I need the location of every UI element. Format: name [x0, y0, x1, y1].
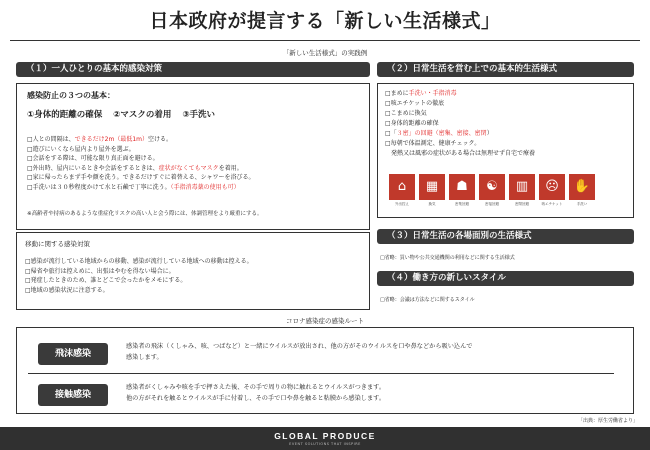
list-item: □まめに手洗い・手指消毒	[385, 90, 457, 97]
icon-cell	[568, 174, 596, 207]
route-contact-text	[126, 382, 385, 404]
icons-row	[388, 174, 598, 207]
outing-icon: ⌂	[397, 179, 407, 194]
icon-caption: 咳エチケット	[541, 202, 563, 206]
title-divider	[10, 40, 640, 41]
icon-caption: 密接回避	[485, 202, 499, 206]
hand-washing-icon: ✋	[573, 179, 591, 194]
icon-cell	[448, 174, 476, 207]
route-text-line: 感染します。	[126, 354, 163, 361]
route-text-line: 感染者の飛沫（くしゃみ、咳、つばなど）と一緒にウイルスが放出され、他の方がそのウイルスを口や鼻などから吸い込んで	[126, 343, 473, 350]
list-item: □感染が流行している地域からの移動、感染が流行している地域への移動は控える。	[25, 258, 253, 265]
list-item: □こまめに換気	[385, 110, 427, 117]
icon-caption: 換気	[428, 202, 436, 206]
route-droplet-label: 飛沫感染	[38, 343, 108, 365]
route-contact-label: 接触感染	[38, 384, 108, 406]
section1-note: ※高齢者や持病のあるような重症化リスクの高い人と会う際には、体調管理をより厳重にする。	[27, 211, 263, 217]
movement-lines	[25, 257, 253, 295]
icon-caption: 外出控え	[395, 202, 409, 206]
list-item: □遊びにいくなら屋内より屋外を選ぶ。	[27, 145, 135, 153]
basic-handwash: ③手洗い	[182, 110, 216, 120]
section1-heading: （１）一人ひとりの基本的感染対策	[16, 62, 370, 77]
list-item: □身体的距離の確保	[385, 120, 439, 127]
cough-etiquette-icon: ☹	[545, 179, 559, 194]
basics-title: 感染防止の３つの基本：	[27, 91, 115, 100]
basics-list	[27, 108, 223, 120]
section4-note: □省略：会議は方法などに関するスタイル	[380, 297, 475, 303]
list-item: □地域の感染状況に注意する。	[25, 286, 109, 294]
avoid-crowd-icon: ☗	[456, 179, 468, 194]
page-title: 日本政府が提言する「新しい生活様式」	[149, 10, 501, 32]
section2-lines	[385, 89, 535, 159]
list-item: □会話をする際は、可能な限り真正面を避ける。	[27, 155, 159, 163]
list-item: □帰省や旅行は控えめに、出張はやむを得ない場合に。	[25, 267, 175, 275]
icon-caption: 密集回避	[455, 202, 469, 206]
section4-heading: （４）働き方の新しいスタイル	[377, 271, 634, 286]
page-subtitle: 「新しい生活様式」の実践例	[282, 49, 368, 57]
section1-box	[16, 83, 370, 230]
avoid-closed-space-icon: ▥	[515, 179, 529, 194]
company-tagline: EVENT SOLUTIONS THAT INSPIRE	[289, 442, 361, 446]
icon-caption: 密閉回避	[515, 202, 529, 206]
icon-cell	[478, 174, 506, 207]
avoid-close-contact-icon: ☯	[486, 179, 498, 194]
ventilation-icon: ▦	[425, 179, 439, 194]
list-item: □人との間隔は、できるだけ2m（最低1m）空ける。	[27, 136, 173, 143]
footer	[0, 427, 650, 450]
basic-mask: ②マスクの着用	[113, 110, 172, 120]
icon-cell	[418, 174, 446, 207]
routes-divider	[28, 373, 614, 374]
movement-box	[16, 232, 370, 310]
source-note: 「出典：厚生労働省より」	[577, 418, 638, 424]
list-item: □毎朝で体温測定、健康チェック。	[385, 140, 481, 147]
icon-cell	[538, 174, 566, 207]
routes-label: コロナ感染症の感染ルート	[286, 317, 364, 325]
list-item: □外出時、屋内にいるときや会話をするときは、症状がなくてもマスクを着用。	[27, 164, 243, 172]
section2-heading: （２）日常生活を営む上での基本的生活様式	[377, 62, 634, 77]
company-logo: GLOBAL PRODUCE	[274, 431, 376, 441]
section2-box	[377, 83, 634, 218]
list-item: □発症したときのため、誰とどこで会ったかをメモにする。	[25, 277, 187, 285]
icon-cell	[508, 174, 536, 207]
icon-caption: 手洗い	[576, 202, 588, 206]
list-item: □家に帰ったらまず手や顔を洗う。できるだけすぐに着替える、シャワーを浴びる。	[27, 174, 255, 182]
list-item: □咳エチケットの徹底	[385, 100, 445, 107]
list-item: □「３密」の回避（密集、密接、密閉）	[385, 130, 493, 137]
list-item: 発熱又は風邪の症状がある場合は無理せず自宅で療養	[385, 150, 536, 157]
icon-cell	[388, 174, 416, 207]
route-droplet-text	[126, 341, 473, 363]
list-item: □手洗いは３０秒程度かけて水と石鹸で丁寧に洗う。（手指消毒薬の使用も可）	[27, 183, 240, 191]
route-text-line: 他の方がそれを触るとウイルスが手に付着し、その手で口や鼻を触ると粘膜から感染します。	[126, 395, 386, 402]
section3-heading: （３）日常生活の各場面別の生活様式	[377, 229, 634, 244]
route-text-line: 感染者がくしゃみや咳を手で押さえた後、その手で周りの物に触れるとウイルスがつきます。	[126, 384, 386, 391]
basic-distance: ①身体的距離の確保	[27, 110, 103, 120]
movement-title: 移動に関する感染対策	[25, 240, 90, 248]
section3-note: □省略：買い物や公共交通機関の利用などに関する生活様式	[380, 255, 515, 261]
section1-lines	[27, 135, 255, 193]
